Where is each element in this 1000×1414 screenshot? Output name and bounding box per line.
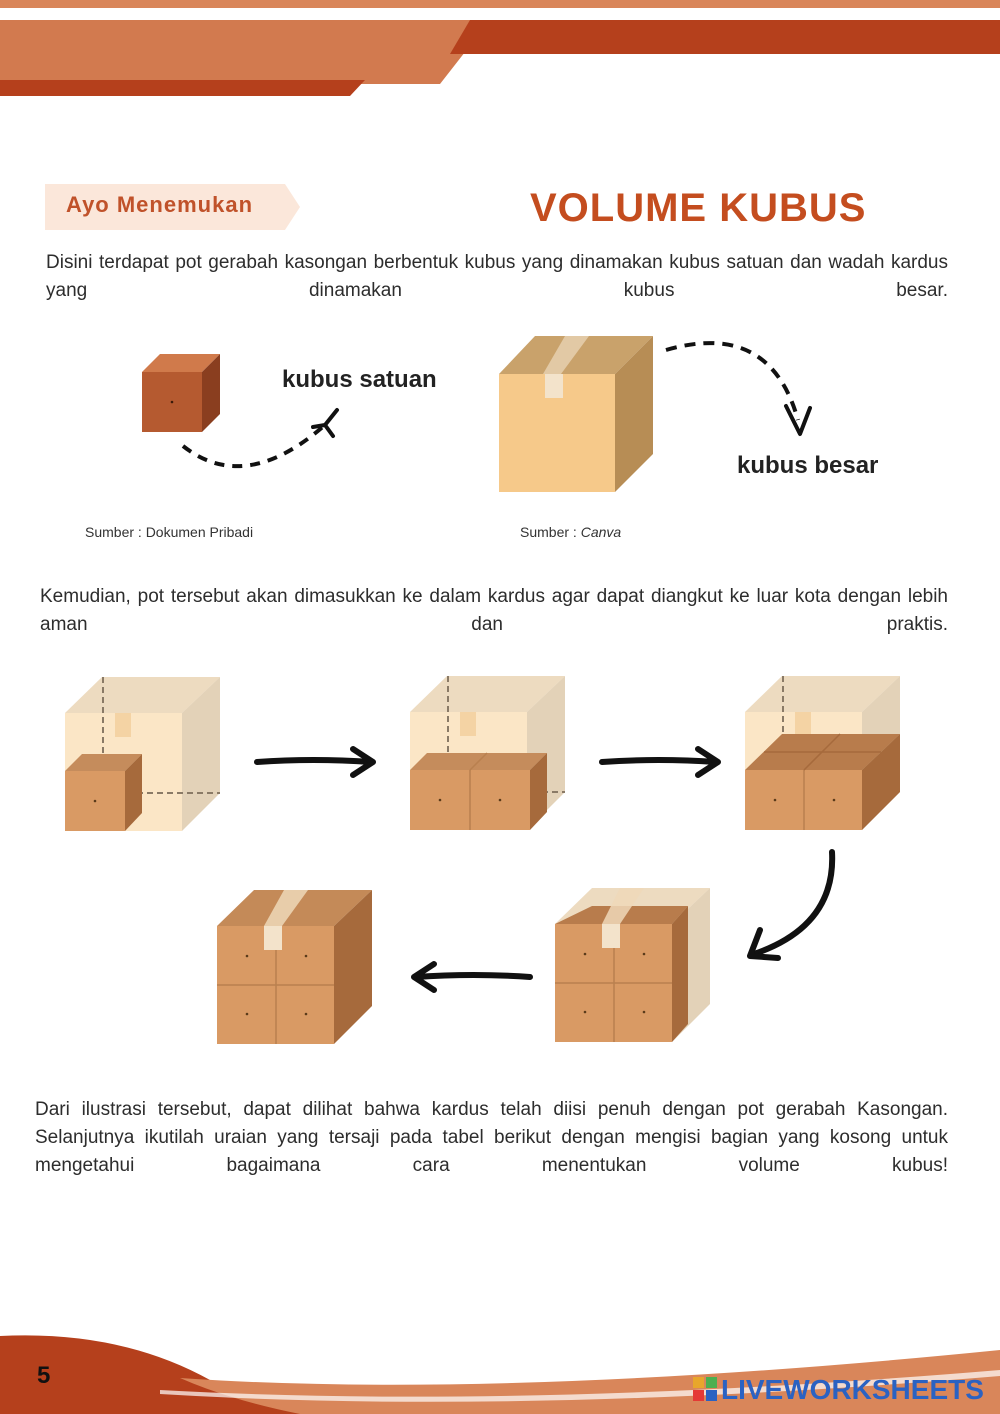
cardboard-box-image (495, 334, 657, 494)
box-step-2 (405, 672, 570, 834)
source-right-prefix: Sumber : (520, 524, 581, 540)
unit-cube-label: kubus satuan (282, 366, 437, 393)
curved-arrow-icon (175, 400, 355, 480)
page-number: 5 (37, 1362, 51, 1389)
source-left: Sumber : Dokumen Pribadi (85, 524, 254, 540)
page-title: VOLUME KUBUS (530, 186, 867, 230)
arrow-right-icon (598, 745, 723, 779)
box-step-1 (60, 673, 225, 835)
arrow-left-icon (410, 960, 535, 994)
dashed-arrow-icon (660, 330, 820, 442)
box-step-4 (550, 884, 715, 1046)
arrow-right-icon (253, 745, 378, 779)
liveworksheets-brand: LIVEWORKSHEETS (721, 1374, 984, 1405)
big-cube-label: kubus besar (737, 452, 879, 479)
arrow-down-left-icon (740, 846, 840, 966)
source-right-name: Canva (580, 524, 622, 540)
closing-paragraph: Dari ilustrasi tersebut, dapat dilihat bahwa kardus telah diisi penuh dengan pot gerabah Kasongan. Selanjutnya ikutilah uraian yang tersaji pada tabel berikut dengan mengisi bagian yang kosong untuk mengetahui bagaimana cara menentukan volume kubus! (35, 1099, 948, 1176)
box-step-5 (212, 886, 377, 1048)
header-banner (0, 0, 1000, 100)
middle-paragraph: Kemudian, pot tersebut akan dimasukkan ke dalam kardus agar dapat diangkut ke luar kota dengan lebih aman dan praktis. (40, 586, 948, 635)
source-right (520, 524, 621, 540)
intro-paragraph: Disini terdapat pot gerabah kasongan berbentuk kubus yang dinamakan kubus satuan dan wadah kardus yang dinamakan kubus besar. (46, 252, 948, 301)
badge-label: Ayo Menemukan (66, 192, 254, 217)
box-step-3 (740, 672, 905, 834)
liveworksheets-logo-icon (693, 1377, 717, 1401)
